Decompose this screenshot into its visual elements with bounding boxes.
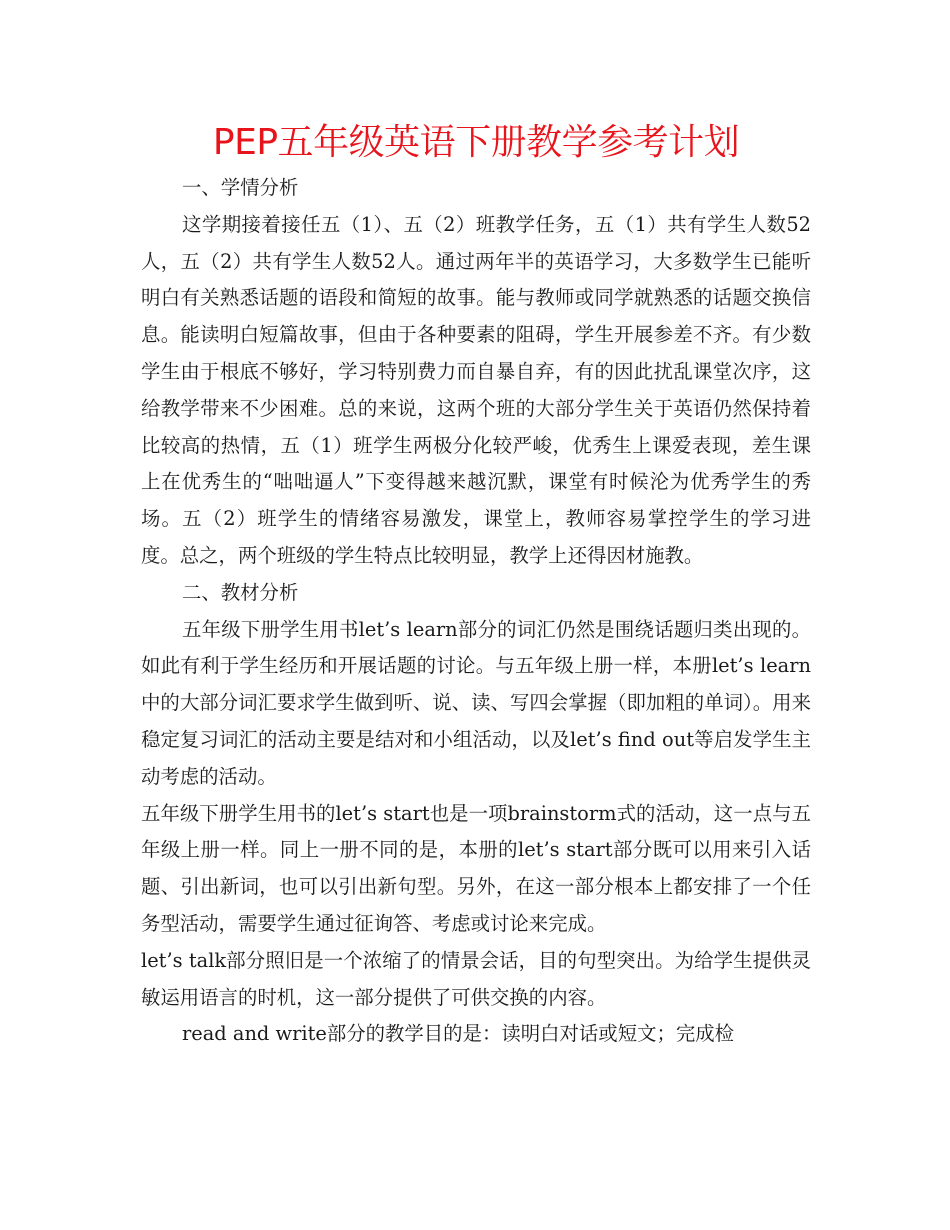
paragraph-learning-analysis: 这学期接着接任五（1）、五（2）班教学任务，五（1）共有学生人数52人，五（2）共有学生人数52人。通过两年半的英语学习，大多数学生已能听明白有关熟悉话题的语段和简短的故事。能与教师或同学就熟悉的话题交换信息。能读明白短篇故事，但由于各种要素的阻碍，学生开展参差不齐。有少数学生由于根底不够好，学习特别费力而自暴自弃，有的因此扰乱课堂次序，这给教学带来不少困难。总的来说，这两个班的大部分学生关于英语仍然保持着比较高的热情，五（1）班学生两极分化较严峻，优秀生上课爱表现，差生课上在优秀生的“咄咄逼人”下变得越来越沉默，课堂有时候沦为优秀学生的秀场。五（2）班学生的情绪容易激发，课堂上，教师容易掌控学生的学习进度。总之，两个班级的学生特点比较明显，教学上还得因材施教。 — [141, 212, 811, 567]
document-title: PEP五年级英语下册教学参考计划 — [212, 122, 740, 163]
document-body — [141, 118, 811, 1053]
paragraph-lets-learn: 五年级下册学生用书let’s learn部分的词汇仍然是围绕话题归类出现的。如此有利于学生经历和开展话题的讨论。与五年级上册一样，本册let’s learn中的大部分词汇要求学生做到听、说、读、写四会掌握（即加粗的单词）。用来稳定复习词汇的活动主要是结对和小组活动，以及let’s find out等启发学生主动考虑的活动。 — [141, 617, 811, 788]
section-heading-textbook-analysis: 二、教材分析 — [182, 580, 299, 604]
section-heading-learning-analysis: 一、学情分析 — [182, 176, 299, 199]
paragraph-read-and-write: read and write部分的教学目的是：读明白对话或短文；完成检 — [182, 1022, 735, 1046]
paragraph-lets-start: 五年级下册学生用书的let’s start也是一项brainstorm式的活动，这一点与五年级上册一样。同上一册不同的是，本册的let’s start部分既可以用来引入话题、引出新词，也可以引出新句型。另外，在这一部分根本上都安排了一个任务型活动，需要学生通过征询答、考虑或讨论来完成。 — [141, 801, 811, 935]
paragraph-lets-talk: let’s talk部分照旧是一个浓缩了的情景会话，目的句型突出。为给学生提供灵敏运用语言的时机，这一部分提供了可供交换的内容。 — [141, 948, 811, 1009]
